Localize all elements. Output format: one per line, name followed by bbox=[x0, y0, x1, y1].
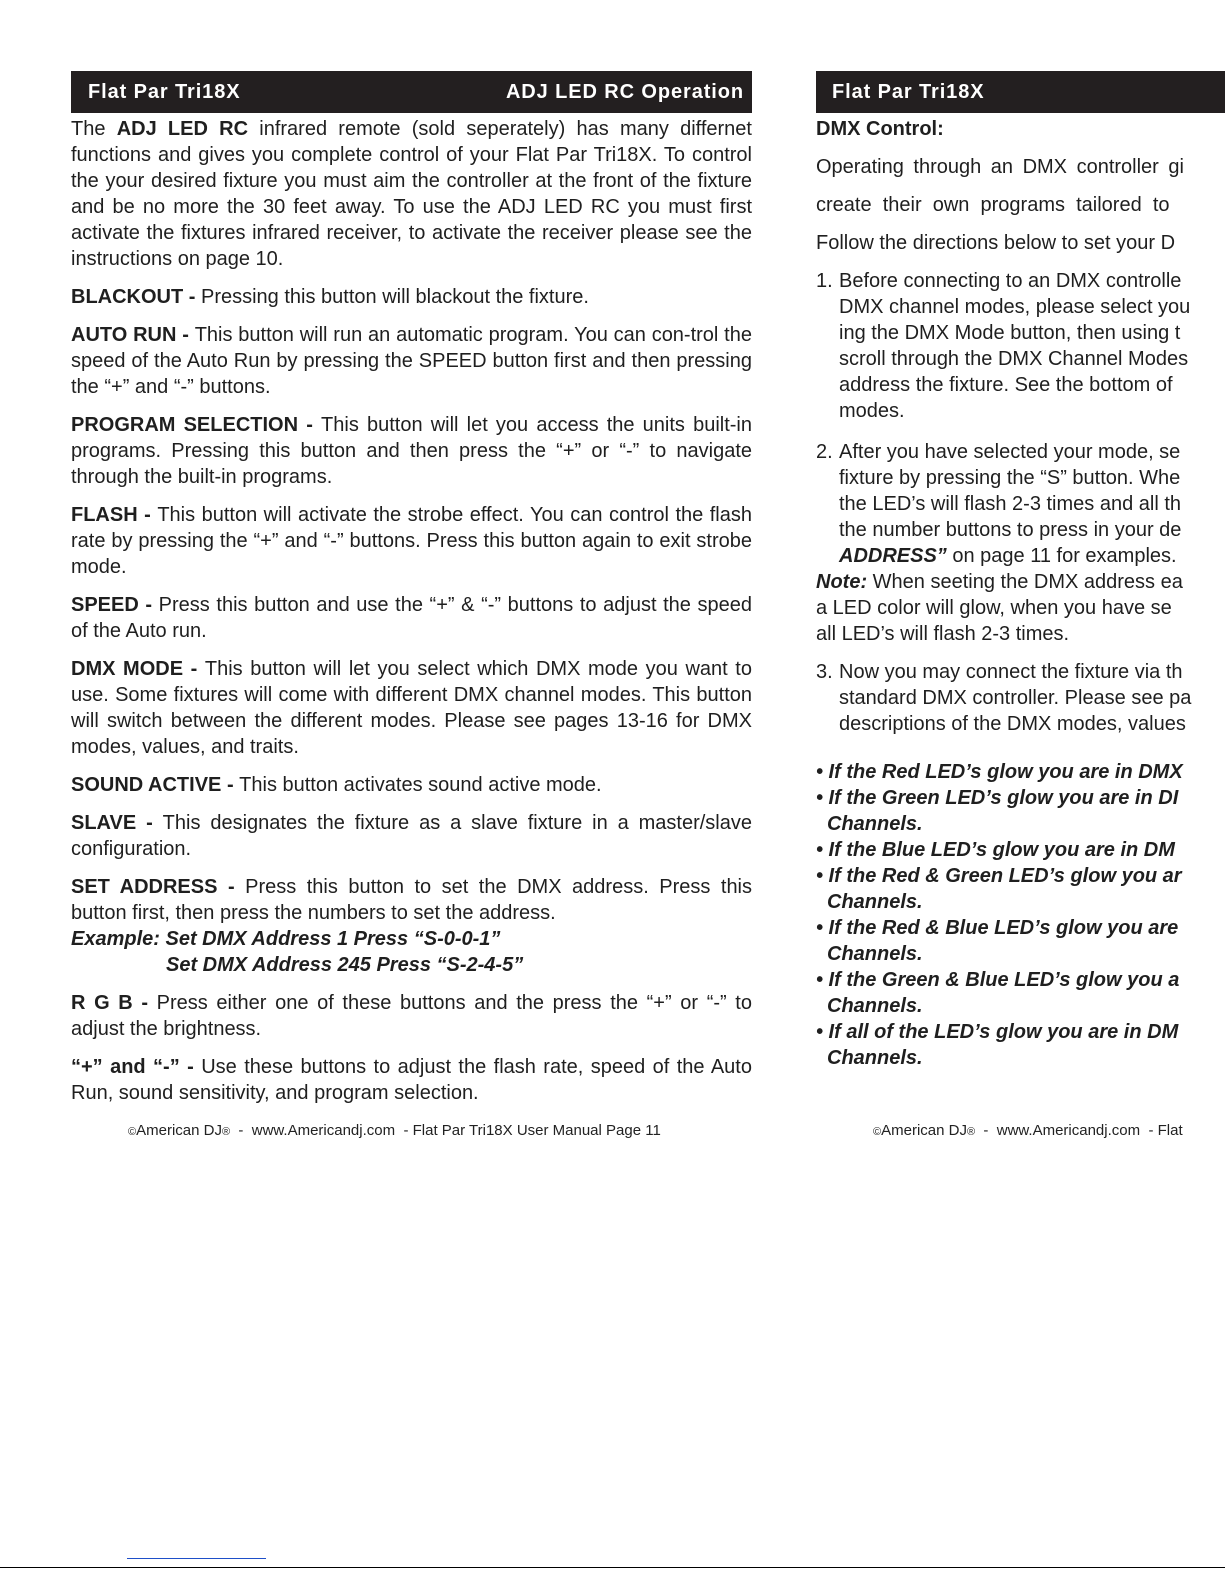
step-line: the number buttons to press in your de bbox=[839, 519, 1182, 541]
left-header-section: ADJ LED RC Operation bbox=[505, 80, 744, 103]
item-auto-run bbox=[71, 322, 752, 400]
item-term: “+” and “-” - bbox=[71, 1056, 202, 1078]
left-page bbox=[71, 71, 752, 1118]
step-line: DMX channel modes, please select you bbox=[839, 296, 1191, 318]
item-desc: This designates the fixture as a slave fixture in a master/slave configuration. bbox=[71, 812, 752, 860]
led-mode-item bbox=[816, 915, 1225, 967]
item-speed bbox=[71, 592, 752, 644]
item-term: R G B - bbox=[71, 992, 157, 1014]
item-term: DMX MODE - bbox=[71, 658, 205, 680]
led-mode-line: • If the Red & Green LED’s glow you ar bbox=[816, 865, 1182, 887]
step-2 bbox=[816, 439, 1225, 569]
item-term: SLAVE - bbox=[71, 812, 163, 834]
item-term: AUTO RUN - bbox=[71, 324, 195, 346]
led-mode-line: • If the Green LED’s glow you are in DI bbox=[816, 787, 1179, 809]
step-line: scroll through the DMX Channel Modes bbox=[839, 348, 1189, 370]
item-term: BLACKOUT - bbox=[71, 286, 201, 308]
right-header-title: Flat Par Tri18X bbox=[832, 80, 985, 103]
led-mode-line: • If the Green & Blue LED’s glow you a bbox=[816, 969, 1180, 991]
footer-text: - www.Americandj.com - Flat Par Tri18X User Manual Page 11 bbox=[230, 1122, 661, 1139]
example-line-2: Set DMX Address 245 Press “S-2-4-5” bbox=[166, 954, 524, 976]
item-set-address bbox=[71, 874, 752, 926]
copyright-symbol: © bbox=[128, 1126, 137, 1138]
item-desc: Use these buttons to adjust the flash rate, speed of the Auto Run, sound sensitivity, and program selection. bbox=[71, 1056, 752, 1104]
step-number: 1. bbox=[816, 270, 833, 292]
led-mode-line: • If the Red & Blue LED’s glow you are bbox=[816, 917, 1179, 939]
right-page-header bbox=[816, 71, 1225, 113]
intro-bold: ADJ LED RC bbox=[116, 118, 249, 140]
left-footer bbox=[128, 1122, 661, 1139]
item-program-selection bbox=[71, 412, 752, 490]
footer-brand: American DJ bbox=[881, 1122, 967, 1139]
registered-symbol: ® bbox=[221, 1126, 231, 1138]
left-header-title: Flat Par Tri18X bbox=[88, 80, 241, 103]
led-mode-cont: Channels. bbox=[827, 813, 923, 835]
intro-line: Follow the directions below to set your D bbox=[816, 232, 1176, 254]
item-slave bbox=[71, 810, 752, 862]
item-term: FLASH - bbox=[71, 504, 158, 526]
item-desc: Pressing this button will blackout the fixture. bbox=[200, 286, 589, 308]
note-line: When seeting the DMX address ea bbox=[867, 571, 1183, 593]
item-term: SET ADDRESS - bbox=[71, 876, 246, 898]
note bbox=[816, 569, 1225, 647]
item-desc: Press either one of these buttons and the press the “+” or “-” to adjust the brightness. bbox=[71, 992, 752, 1040]
step-line bbox=[839, 543, 1225, 569]
link-underline bbox=[127, 1558, 266, 1559]
example-line-1: Example: Set DMX Address 1 Press “S-0-0-1” bbox=[71, 928, 501, 950]
footer-text: - www.Americandj.com - Flat bbox=[975, 1122, 1183, 1139]
note-line: a LED color will glow, when you have se bbox=[816, 597, 1172, 619]
item-plus-minus bbox=[71, 1054, 752, 1106]
intro-line: create their own programs tailored to bbox=[816, 194, 1170, 216]
intro-paragraph bbox=[71, 116, 752, 272]
registered-symbol: ® bbox=[966, 1126, 976, 1138]
footer-brand: American DJ bbox=[136, 1122, 222, 1139]
step-line: After you have selected your mode, se bbox=[839, 441, 1181, 463]
step-1 bbox=[816, 268, 1225, 424]
item-term: PROGRAM SELECTION - bbox=[71, 414, 322, 436]
item-desc: This button will let you access the units built-in programs. Pressing this button and then press the “+” or “-” to navigate through the built-in programs. bbox=[71, 414, 752, 488]
item-dmx-mode bbox=[71, 656, 752, 760]
step-line: modes. bbox=[839, 400, 905, 422]
led-mode-line: • If the Red LED’s glow you are in DMX bbox=[816, 761, 1183, 783]
item-blackout bbox=[71, 284, 752, 310]
item-desc: Press this button and use the “+” & “-” buttons to adjust the speed of the Auto run. bbox=[71, 594, 753, 642]
led-mode-line: • If all of the LED’s glow you are in DM bbox=[816, 1021, 1179, 1043]
right-body bbox=[816, 116, 1225, 1071]
note-line: all LED’s will flash 2-3 times. bbox=[816, 623, 1070, 645]
left-page-header bbox=[71, 71, 752, 113]
led-mode-item bbox=[816, 1019, 1225, 1071]
right-page bbox=[816, 71, 1225, 1071]
left-body bbox=[71, 116, 752, 1106]
bottom-rule bbox=[0, 1567, 1225, 1568]
step-number: 3. bbox=[816, 661, 833, 683]
led-mode-cont: Channels. bbox=[827, 943, 923, 965]
led-mode-cont: Channels. bbox=[827, 1047, 923, 1069]
intro-pre: The bbox=[71, 118, 117, 140]
step-line: standard DMX controller. Please see pa bbox=[839, 687, 1192, 709]
led-mode-cont: Channels. bbox=[827, 995, 923, 1017]
step-line: fixture by pressing the “S” button. Whe bbox=[839, 467, 1181, 489]
led-mode-item bbox=[816, 837, 1225, 863]
item-term: SOUND ACTIVE - bbox=[71, 774, 240, 796]
step-line-rest: on page 11 for examples. bbox=[946, 545, 1177, 567]
item-desc: This button activates sound active mode. bbox=[239, 774, 602, 796]
intro-rest: infrared remote (sold seperately) has many differnet functions and gives you complete control of your Flat Par Tri18X. To control the your desired fixture you must aim the controller at the front of the fixture and be no more the 30 feet away. To use the ADJ LED RC you must first activate the fixtures infrared receiver, to activate the receiver please see the instructions on page 10. bbox=[71, 118, 752, 270]
led-mode-item bbox=[816, 785, 1225, 837]
item-rgb bbox=[71, 990, 752, 1042]
step-number: 2. bbox=[816, 441, 833, 463]
step-line: descriptions of the DMX modes, values bbox=[839, 713, 1186, 735]
led-mode-item bbox=[816, 863, 1225, 915]
led-mode-item bbox=[816, 759, 1225, 785]
item-desc: Press this button to set the DMX address. Press this button first, then press the numbers to set the address. bbox=[71, 876, 753, 924]
led-mode-item bbox=[816, 967, 1225, 1019]
item-desc: This button will activate the strobe effect. You can control the flash rate by pressing the “+” and “-” buttons. Press this button again to exit strobe mode. bbox=[71, 504, 752, 578]
set-address-examples bbox=[71, 926, 752, 978]
step-line: Now you may connect the fixture via th bbox=[839, 661, 1183, 683]
led-mode-list bbox=[816, 759, 1225, 1071]
dmx-control-title: DMX Control: bbox=[816, 118, 944, 140]
item-desc: This button will run an automatic program. You can con-trol the speed of the Auto Run by pressing the SPEED button first and then pressing the “+” and “-” buttons. bbox=[71, 324, 752, 398]
step-line: ing the DMX Mode button, then using t bbox=[839, 322, 1181, 344]
set-address-ref: ADDRESS” bbox=[839, 545, 947, 567]
intro-line: Operating through an DMX controller gi bbox=[816, 156, 1184, 178]
step-3 bbox=[816, 659, 1225, 737]
item-sound-active bbox=[71, 772, 752, 798]
step-line: Before connecting to an DMX controlle bbox=[839, 270, 1182, 292]
right-footer bbox=[873, 1122, 1183, 1139]
note-label: Note: bbox=[816, 571, 868, 593]
item-desc: This button will let you select which DMX mode you want to use. Some fixtures will come with different DMX channel modes. This button will switch between the different modes. Please see pages 13-16 for DMX modes, values, and traits. bbox=[71, 658, 752, 758]
copyright-symbol: © bbox=[873, 1126, 882, 1138]
led-mode-cont: Channels. bbox=[827, 891, 923, 913]
item-term: SPEED - bbox=[71, 594, 159, 616]
item-flash bbox=[71, 502, 752, 580]
step-line: address the fixture. See the bottom of bbox=[839, 374, 1173, 396]
step-line: the LED’s will flash 2-3 times and all th bbox=[839, 493, 1182, 515]
led-mode-line: • If the Blue LED’s glow you are in DM bbox=[816, 839, 1175, 861]
